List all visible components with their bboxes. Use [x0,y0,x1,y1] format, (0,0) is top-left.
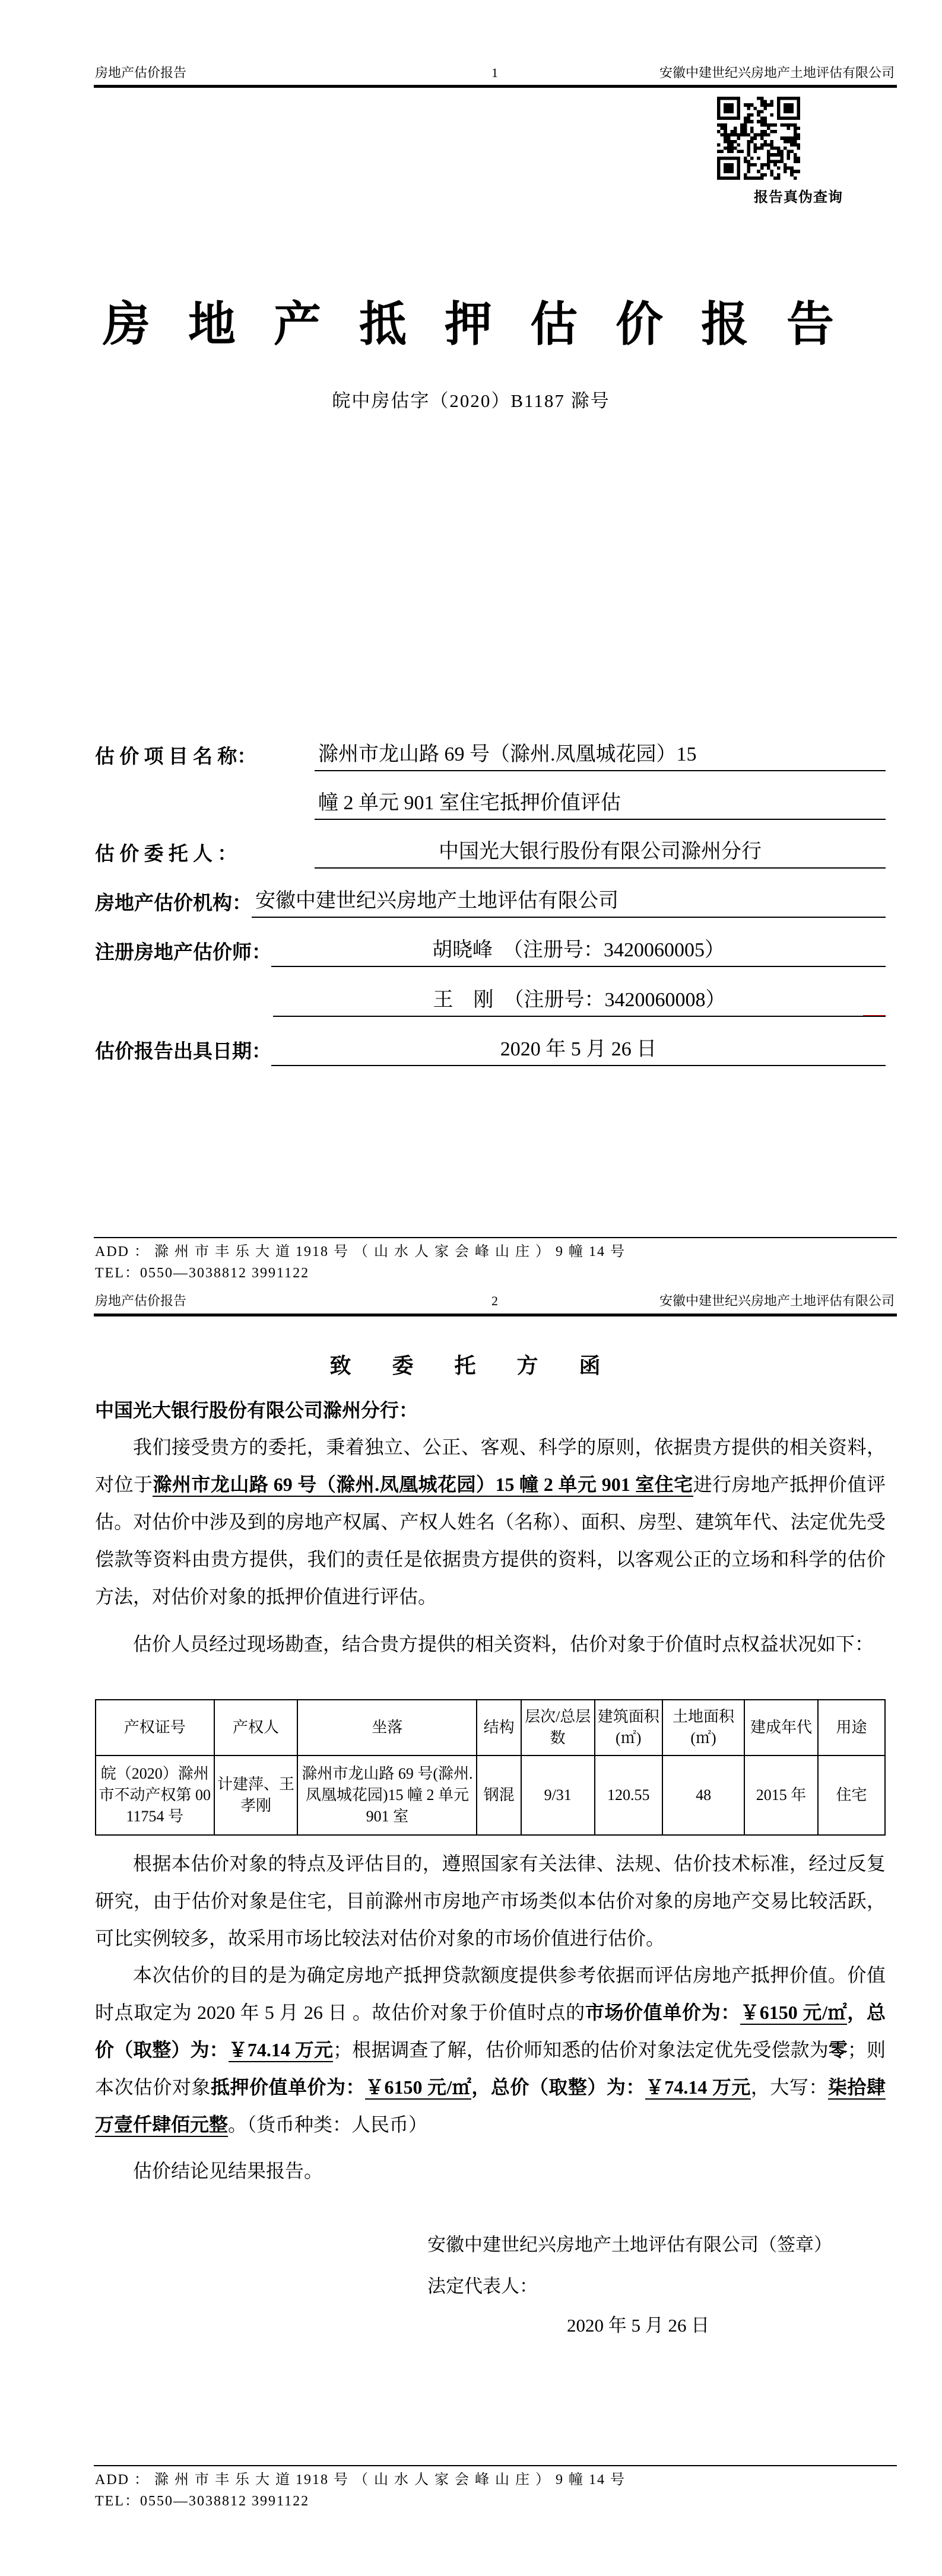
field-appraiser-row1 [95,936,886,967]
td-land-area: 48 [662,1756,744,1835]
td-structure: 钢混 [477,1756,521,1835]
running-header-company: 安徽中建世纪兴房地产土地评估有限公司 [659,1293,895,1308]
th-build-year: 建成年代 [744,1700,818,1756]
page1-footer-rule [94,1237,897,1238]
page2-footer-rule [94,2465,897,2466]
td-usage: 住宅 [818,1756,885,1835]
page1-number: 1 [491,65,498,80]
field-appraiser-row2 [95,986,886,1017]
td-build-year: 2015 年 [744,1756,818,1835]
field-client-label: 估 价 委 托 人 ： [95,844,237,865]
th-certificate: 产权证号 [96,1700,214,1756]
qr-code [717,97,800,180]
field-date-label: 估价报告出具日期： [95,1041,271,1063]
letter-paragraph-2: 估价人员经过现场勘查，结合贵方提供的相关资料，估价对象于价值时点权益状况如下： [133,1633,874,1655]
letter-paragraph-4: 本次估价的目的是为确定房地产抵押贷款额度提供参考依据而评估房地产抵押价值。价值时点取定为 2020 年 5 月 26 日 。故估价对象于价值时点的市场价值单价为：￥6150 元/㎡，总价（取整）为：￥74.14 万元；根据调查了解，估价师知悉的估价对象法定优先受偿款为零；则本次估价对象抵押价值单价为：￥6150 元/㎡，总价（取整）为：￥74.14 万元，大写：柒拾肆万壹仟肆佰元整。（货币种类：人民币） [95,1957,886,2144]
red-underline-mark [863,1015,886,1017]
page2-footer-tel: TEL：0550—3038812 3991122 [95,2494,310,2509]
page1-footer-address: ADD ： 滁 州 市 丰 乐 大 道 1918 号 （ 山 水 人 家 会 峰 山 庄 ） 9 幢 14 号 [95,1244,626,1260]
field-client-row [95,838,886,869]
field-appraiser-value-1: 胡晓峰 （注册号：3420060005） [271,936,886,967]
field-date-row [95,1035,886,1066]
field-project-name-row1 [95,740,886,771]
page2-number: 2 [491,1293,498,1308]
th-usage: 用途 [818,1700,885,1756]
th-land-area: 土地面积(㎡) [662,1700,744,1756]
letter-paragraph-3: 根据本估价对象的特点及评估目的，遵照国家有关法律、法规、估价技术标准，经过反复研究，由于估价对象是住宅，目前滁州市房地产市场类似本估价对象的房地产交易比较活跃，可比实例较多，故采用市场比较法对估价对象的市场价值进行估价。 [95,1853,886,1949]
letter-paragraph-1: 我们接受贵方的委托，秉着独立、公正、客观、科学的原则，依据贵方提供的相关资料，对位于滁州市龙山路 69 号（滁州.凤凰城花园）15 幢 2 单元 901 室住宅进行房地产抵押价值评估。对估价中涉及到的房地产权属、产权人姓名（名称）、面积、房型、建筑年代、法定优先受偿款等资料由贵方提供，我们的责任是依据贵方提供的资料，以客观公正的立场和科学的估价方法，对估价对象的抵押价值进行评估。 [95,1436,886,1607]
field-agency-row [95,887,886,918]
th-floor: 层次/总层数 [521,1700,595,1756]
page1-header-rule [94,85,897,88]
running-header-company: 安徽中建世纪兴房地产土地评估有限公司 [659,65,895,80]
th-location: 坐落 [297,1700,477,1756]
field-project-name-row2 [95,789,886,820]
field-project-value-line1: 滁州市龙山路 69 号（滁州.凤凰城花园）15 [315,740,886,771]
report-doc-number: 皖中房估字（2020）B1187 滁号 [332,390,610,411]
field-appraiser-label: 注册房地产估价师： [95,942,271,963]
td-location: 滁州市龙山路 69 号(滁州.凤凰城花园)15 幢 2 单元 901 室 [297,1756,477,1835]
page2-header-rule [94,1314,897,1316]
field-date-value: 2020 年 5 月 26 日 [271,1035,886,1066]
letter-salutation: 中国光大银行股份有限公司滁州分行： [95,1400,418,1421]
th-building-area: 建筑面积(㎡) [595,1700,662,1756]
field-project-value-line2: 幢 2 单元 901 室住宅抵押价值评估 [315,789,886,820]
running-header-doc-type: 房地产估价报告 [95,65,187,80]
td-certificate: 皖（2020）滁州市不动产权第 0011754 号 [96,1756,214,1835]
qr-caption: 报告真伪查询 [754,190,843,205]
property-rights-table [95,1699,886,1836]
table-data-row [96,1756,885,1835]
field-appraiser-value-2-text: 王 刚 （注册号：3420060008） [433,989,726,1011]
th-structure: 结构 [477,1700,521,1756]
signature-legal-rep: 法定代表人： [427,2276,538,2297]
td-building-area: 120.55 [595,1756,662,1835]
th-owner: 产权人 [214,1700,298,1756]
letter-paragraph-5: 估价结论见结果报告。 [133,2160,323,2181]
td-floor: 9/31 [521,1756,595,1835]
field-agency-label: 房地产估价机构： [95,893,252,914]
letter-title: 致 委 托 方 函 [329,1354,613,1378]
field-client-value: 中国光大银行股份有限公司滁州分行 [315,838,886,869]
signature-date: 2020 年 5 月 26 日 [567,2315,710,2336]
page1-footer-tel: TEL：0550—3038812 3991122 [95,1265,310,1281]
page1-running-header [95,64,895,82]
report-title: 房 地 产 抵 押 估 价 报 告 [103,299,839,351]
running-header-doc-type: 房地产估价报告 [95,1293,187,1308]
field-project-label: 估 价 项 目 名 称： [95,746,257,768]
signature-company: 安徽中建世纪兴房地产土地评估有限公司（签章） [427,2234,832,2255]
page2-footer-address: ADD ： 滁 州 市 丰 乐 大 道 1918 号 （ 山 水 人 家 会 峰 山 庄 ） 9 幢 14 号 [95,2472,626,2488]
field-appraiser-value-2 [273,986,886,1017]
field-agency-value: 安徽中建世纪兴房地产土地评估有限公司 [252,887,886,918]
table-header-row [96,1700,885,1756]
td-owner: 计建萍、王孝刚 [214,1756,298,1835]
page2-running-header [95,1292,895,1310]
